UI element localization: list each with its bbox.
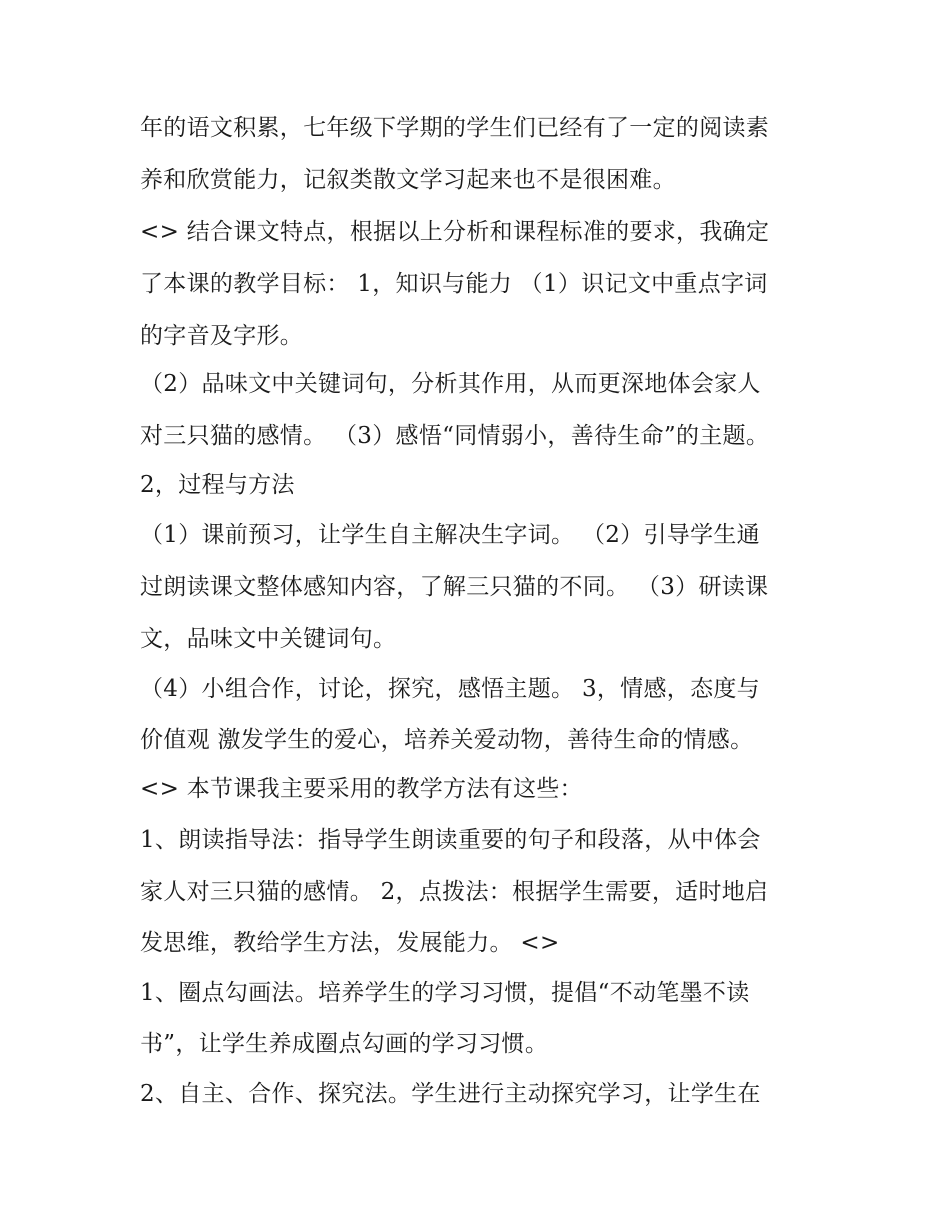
- text-line: 1、圈点勾画法。培养学生的学习习惯，提倡“不动笔墨不读: [140, 980, 750, 1006]
- text-line: <> 本节课我主要采用的教学方法有这些：: [140, 776, 583, 802]
- text-line: 2，过程与方法: [140, 472, 295, 498]
- text-line: 过朗读课文整体感知内容，了解三只猫的不同。 （3）研读课: [140, 574, 769, 600]
- text-line: （1）课前预习，让学生自主解决生字词。 （2）引导学生通: [140, 522, 760, 548]
- text-line: 价值观 激发学生的爱心，培养关爱动物，善待生命的情感。: [140, 727, 754, 753]
- text-line: 的字音及字形。: [140, 323, 304, 349]
- text-line: 1、朗读指导法：指导学生朗读重要的句子和段落，从中体会: [140, 827, 761, 853]
- text-line: 了本课的教学目标： 1，知识与能力 （1）识记文中重点字词: [140, 271, 768, 297]
- text-line: 文，品味文中关键词句。: [140, 626, 397, 652]
- text-line: 发思维，教给学生方法，发展能力。 <>: [140, 930, 560, 956]
- text-line: <> 结合课文特点，根据以上分析和课程标准的要求，我确定: [140, 219, 770, 245]
- text-line: 对三只猫的感情。 （3）感悟“同情弱小，善待生命”的主题。: [140, 423, 770, 449]
- text-line: 养和欣赏能力，记叙类散文学习起来也不是很困难。: [140, 167, 676, 193]
- text-line: 书”，让学生养成圈点勾画的学习习惯。: [140, 1031, 549, 1057]
- text-line: 年的语文积累，七年级下学期的学生们已经有了一定的阅读素: [140, 115, 770, 141]
- text-line: （2）品味文中关键词句，分析其作用，从而更深地体会家人: [140, 371, 761, 397]
- text-line: 2、自主、合作、探究法。学生进行主动探究学习，让学生在: [140, 1081, 761, 1107]
- text-line: （4）小组合作，讨论，探究，感悟主题。 3，情感，态度与: [140, 676, 760, 702]
- text-line: 家人对三只猫的感情。 2，点拨法：根据学生需要，适时地启: [140, 879, 769, 905]
